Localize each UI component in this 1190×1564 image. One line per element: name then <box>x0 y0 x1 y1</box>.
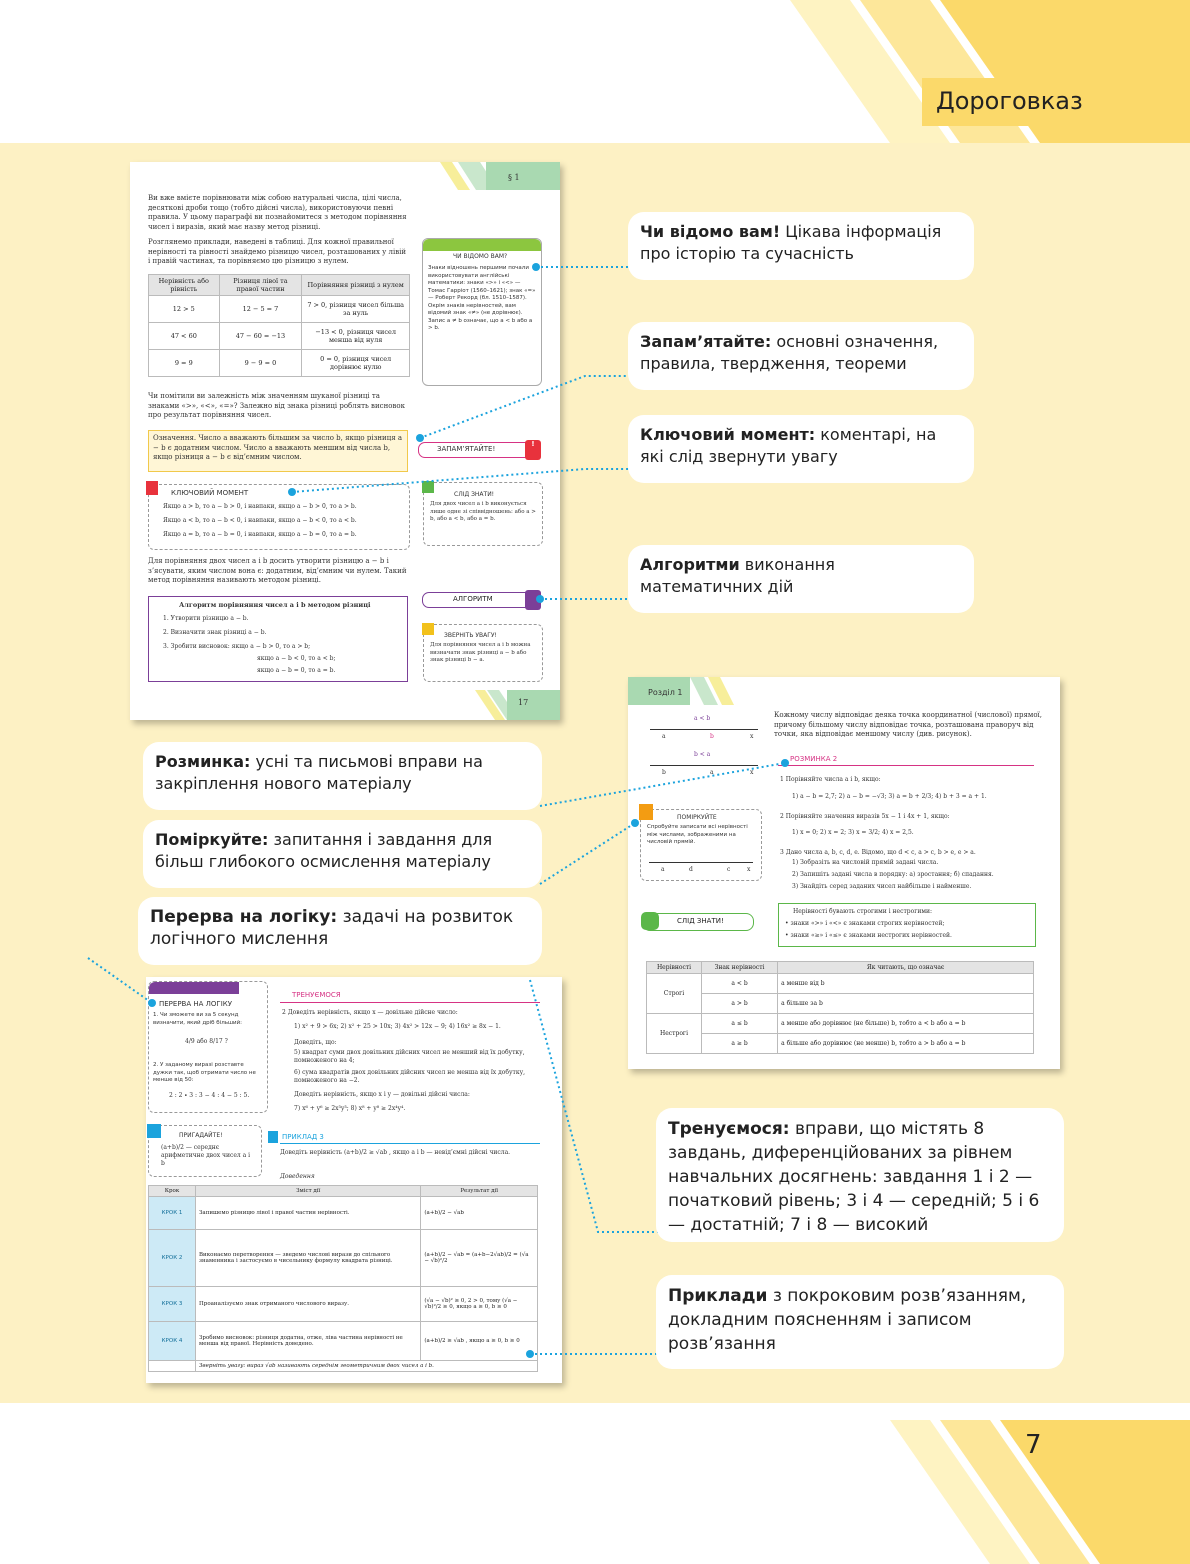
training-line: 2 Доведіть нерівність, якщо x — довільне дійсне число: <box>282 1009 458 1016</box>
key-moment-title: КЛЮЧОВИЙ МОМЕНТ <box>171 489 249 497</box>
table-row: КРОК 2 Виконаємо перетворення — зведемо числові вирази до спільного знаменника і застосуємо в чисельнику формулу квадрата різниці. (a+b)/2 − √ab = (a+b−2√ab)/2 = (√a − √b)²/2 <box>149 1230 538 1287</box>
logic-task-2: 2. У заданому виразі розставте дужки так, щоб отримати число не менше від 50: <box>153 1062 256 1083</box>
callout-examples <box>656 1275 1064 1369</box>
training-line: Доведіть, що: <box>294 1039 337 1046</box>
table-row: Нестрогі a ≤ b a менше або дорівнює (не більше) b, тобто a < b або a = b <box>647 1014 1034 1034</box>
should-know-label: СЛІД ЗНАТИ! <box>677 917 724 925</box>
warmup-title: РОЗМИНКА 2 <box>790 755 838 763</box>
training-line: 7) x⁶ + y⁶ ≥ 2x³y³; 8) x⁸ + y⁸ ≥ 2x⁴y⁴. <box>294 1105 406 1112</box>
table-row: 47 < 60 47 − 60 = −13 −13 < 0, різниця чисел менша від нуля <box>149 323 410 350</box>
callout-bold: Чи відомо вам! <box>640 222 781 241</box>
algorithm-step: 3. Зробити висновок: якщо a − b > 0, то a > b; <box>163 643 311 650</box>
callout-text: виконання математичних дій <box>640 555 835 596</box>
section-label: Розділ 1 <box>648 688 683 697</box>
logic-title: ПЕРЕРВА НА ЛОГІКУ <box>159 1000 232 1008</box>
algorithm-label: АЛГОРИТМ <box>453 595 493 603</box>
section-label: § 1 <box>508 173 520 182</box>
table-row: a > b a більше за b <box>647 994 1034 1014</box>
callout-bold: Приклади <box>668 1286 768 1306</box>
did-you-know-title: ЧИ ВІДОМО ВАМ? <box>453 253 508 260</box>
think-title: ПОМІРКУЙТЕ <box>677 814 717 821</box>
training-title: ТРЕНУЄМОСЯ <box>292 991 341 999</box>
table-row: КРОК 4 Зробимо висновок: різниця додатна, отже, ліва частина нерівності не менша від правої. Нерівність доведено. (a+b)/2 ≥ √ab , якщо a ≥ 0, b ≥ 0 <box>149 1322 538 1361</box>
callout-bold: Алгоритми <box>640 555 740 574</box>
number-line-label: a < b <box>694 715 711 722</box>
remember-label: ЗАПАМ’ЯТАЙТЕ! <box>437 445 496 453</box>
callout-bold: Перерва на логіку: <box>150 907 338 927</box>
page-17-number: 17 <box>518 698 529 707</box>
table-row: КРОК 3 Проаналізуємо знак отриманого числового виразу. (√a − √b)² ≥ 0, 2 > 0, тому (√a − √b)²/2 ≥ 0, якщо a ≥ 0, b ≥ 0 <box>149 1287 538 1322</box>
logic-expression: 2 : 2 ∙ 3 : 3 − 4 : 4 − 5 : 5. <box>169 1092 250 1099</box>
did-you-know-text: Знаки відношень першими почали використовувати англійські математики: знаки «>» і «<» — Томас Гарріот (1560–1621); знак «=» — Роберт Рекорд (бл. 1510–1587). Окрім знаків нерівностей, вам відомий знак «≠» (не дорівнює). Запис a ≠ b означає, що a < b або a > b. <box>428 265 536 331</box>
number-line-label: b < a <box>694 751 711 758</box>
table-header: Як читають, що означає <box>778 962 1034 974</box>
table-row: 9 = 9 9 − 9 = 0 0 = 0, різниця чисел дорівнює нулю <box>149 350 410 377</box>
header-title: Дороговказ <box>936 87 1083 115</box>
callout-bold: Поміркуйте: <box>155 830 269 849</box>
warmup-task: 2 Порівняйте значення виразів 5x − 1 і 4x + 1, якщо: <box>780 813 950 820</box>
intro-text: Кожному числу відповідає деяка точка координатної (числової) прямої, причому більшому числу відповідає точка, розташована праворуч від точки, яка відповідає меншому числу (див. рисунок). <box>774 711 1043 738</box>
callout-bold: Ключовий момент: <box>640 425 816 444</box>
exclamation-icon: ! <box>525 440 541 460</box>
should-know-line: • знаки «≥» і «≤» є знаками нестрогих нерівностей. <box>785 932 952 939</box>
callout-remember <box>628 322 974 390</box>
callout-text: коментарі, на які слід звернути увагу <box>640 425 937 466</box>
think-text: Спробуйте записати всі нерівності між числами, зображеними на числовій прямій. <box>647 824 748 845</box>
remind-text: (a+b)/2 — середнє арифметичне двох чисел a і b <box>161 1144 251 1167</box>
warmup-task: 2) Запишіть задані числа в порядку: а) зростання; б) спадання. <box>792 871 994 878</box>
example-title: ПРИКЛАД 3 <box>282 1133 324 1141</box>
callout-bold: Розминка: <box>155 752 251 771</box>
number-line-point: d <box>689 866 693 873</box>
compare-text: Для порівняння двох чисел a і b досить утворити різницю a − b і з’ясувати, яким числом вона є: додатним, від’ємним чи нулем. Такий метод порівняння називають методом різниці. <box>148 557 407 584</box>
key-line: Якщо a = b, то a − b = 0, і навпаки, якщо a − b = 0, то a = b. <box>163 531 357 538</box>
table-header: Нерівності <box>647 962 702 974</box>
attention-text: Для порівняння чисел a і b можна визначати знак різниці a − b або знак різниці b − a. <box>430 642 531 663</box>
number-line-point: x <box>750 733 754 740</box>
table-row: 12 > 5 12 − 5 = 7 7 > 0, різниця чисел більша за нуль <box>149 296 410 323</box>
number-line-point: a <box>662 733 666 740</box>
warmup-task: 1) a − b = 2,7; 2) a − b = −√3; 3) a = b + 2/3; 4) b + 3 = a + 1. <box>792 793 987 800</box>
table-row: Строгі a < b a менше від b <box>647 974 1034 994</box>
warmup-task: 1) Зобразіть на числовій прямій задані числа. <box>792 859 939 866</box>
number-line-point: c <box>727 866 731 873</box>
logic-fraction: 4/9 або 8/17 ? <box>185 1038 228 1045</box>
callout-warmup <box>143 742 542 810</box>
key-line: Якщо a < b, то a − b < 0, і навпаки, якщо a − b < 0, то a < b. <box>163 517 357 524</box>
training-line: Доведіть нерівність, якщо x і y — довільні дійсні числа: <box>294 1091 470 1098</box>
training-line: 6) сума квадратів двох довільних дійсних чисел не менша від їх добутку, помноженого на −2. <box>294 1069 526 1084</box>
table-row: a ≥ b a більше або дорівнює (не менше) b, тобто a > b або a = b <box>647 1034 1034 1054</box>
training-line: 5) квадрат суми двох довільних дійсних чисел не менший від їх добутку, помноженого на 4; <box>294 1049 525 1064</box>
callout-text: задачі на розвиток логічного мислення <box>150 907 514 949</box>
callout-text: Цікава інформація про історію та сучасність <box>640 222 942 263</box>
warmup-task: 3) Знайдіть серед заданих чисел найбільше і найменше. <box>792 883 972 890</box>
table-header: Результат дії <box>421 1186 538 1197</box>
callout-did-you-know <box>628 212 974 280</box>
should-know-title: СЛІД ЗНАТИ! <box>454 491 495 498</box>
number-line-point: a <box>710 769 714 776</box>
should-know-line: • знаки «>» і «<» є знаками строгих нерівностей; <box>785 920 945 927</box>
attention-title: ЗВЕРНІТЬ УВАГУ! <box>444 632 497 639</box>
callout-text: усні та письмові вправи на закріплення нового матеріалу <box>155 752 483 793</box>
table-header: Зміст дії <box>196 1186 421 1197</box>
table-header: Знак нерівності <box>702 962 778 974</box>
key-line: Якщо a > b, то a − b > 0, і навпаки, якщо a − b > 0, то a > b. <box>163 503 357 510</box>
example-text: Доведіть нерівність (a+b)/2 ≥ √ab , якщо a і b — невід’ємні дійсні числа. <box>280 1149 511 1156</box>
intro-text: Ви вже вмієте порівнювати між собою натуральні числа, цілі числа, десяткові дроби тощо (тобто дійсні числа), використовуючи певні правила. У цьому параграфі ви познайомитеся з методом порівняння чисел і виразів, який має назву метод різниці. <box>148 194 407 231</box>
algorithm-step: 2. Визначити знак різниці a − b. <box>163 629 267 636</box>
callout-text: вправи, що містять 8 завдань, диференційованих за рівнем навчальних досягнень: завдання 1 і 2 — початковий рівень; 3 і 4 — середній; 5 і 6 — достатній; 7 і 8 — високий <box>668 1119 1040 1235</box>
table-row: Зверніть увагу: вираз √ab називають середнім геометричним двох чисел a і b. <box>149 1361 538 1372</box>
table-header: Порівняння різниці з нулем <box>302 275 410 296</box>
algorithm-step: 1. Утворити різницю a − b. <box>163 615 249 622</box>
callout-logic-break <box>138 897 542 965</box>
warmup-task: 1) x = 0; 2) x = 2; 3) x = 3/2; 4) x = 2,5. <box>792 829 914 836</box>
callout-training <box>656 1108 1064 1242</box>
callout-algorithms <box>628 545 974 613</box>
callout-text: основні означення, правила, твердження, теореми <box>640 332 939 373</box>
proof-label: Доведення <box>280 1173 315 1180</box>
table-header: Різниця лівої та правої частин <box>219 275 302 296</box>
callout-text: запитання і завдання для більш глибокого осмислення матеріалу <box>155 830 493 871</box>
table-header: Нерівність або рівність <box>149 275 220 296</box>
number-line-point: a <box>661 866 665 873</box>
training-line: 1) x² + 9 > 6x; 2) x² + 25 > 10x; 3) 4x² > 12x − 9; 4) 16x² ≥ 8x − 1. <box>294 1023 501 1030</box>
algorithm-step: якщо a − b < 0, то a < b; <box>257 655 336 662</box>
should-know-text: Для двох чисел a і b виконується лише одне зі співвідношень: або a > b, або a < b, або a = b. <box>430 501 536 522</box>
remind-title: ПРИГАДАЙТЕ! <box>179 1132 223 1139</box>
warmup-task: 3 Дано числа a, b, c, d, e. Відомо, що d < c, a > c, b > e, e > a. <box>780 849 976 856</box>
number-line-point: b <box>662 769 666 776</box>
table-row: КРОК 1 Запишемо різницю лівої і правої частин нерівності. (a+b)/2 − √ab <box>149 1197 538 1230</box>
middle-text: Чи помітили ви залежність між значенням шуканої різниці та знаками «>», «<», «=»? Залежно від знака різниці роблять висновок про результат порівняння чисел. <box>148 392 405 419</box>
callout-text: з покроковим розв’язанням, докладним поясненням і записом розв’язання <box>668 1286 1027 1354</box>
number-line-point: b <box>710 733 714 740</box>
table-header: Крок <box>149 1186 196 1197</box>
intro-text-2: Розглянемо приклади, наведені в таблиці. Для кожної правильної нерівності та рівності знайдемо різницю чисел, розташованих у лівій і правій частинах, та порівняємо цю різницю з нулем. <box>148 238 407 265</box>
logic-task-1: 1. Чи зможете ви за 5 секунд визначити, який дріб більший: <box>153 1012 243 1026</box>
definition-text: Означення. Число a вважають більшим за число b, якщо різниця a − b є додатним числом. Число a вважають меншим від числа b, якщо різниця a − b є від’ємним числом. <box>153 434 403 461</box>
should-know-line: Нерівності бувають строгими і нестрогими: <box>793 908 933 915</box>
callout-key-moment <box>628 415 974 483</box>
algorithm-step: якщо a − b = 0, то a = b. <box>257 667 336 674</box>
page-number: 7 <box>1025 1430 1042 1460</box>
callout-think <box>143 820 542 888</box>
number-line-point: x <box>750 769 754 776</box>
warmup-task: 1 Порівняйте числа a і b, якщо: <box>780 776 881 783</box>
number-line-point: x <box>747 866 751 873</box>
callout-bold: Тренуємося: <box>668 1119 790 1139</box>
algorithm-title: Алгоритм порівняння чисел a і b методом різниці <box>179 601 371 609</box>
callout-bold: Запам’ятайте: <box>640 332 772 351</box>
